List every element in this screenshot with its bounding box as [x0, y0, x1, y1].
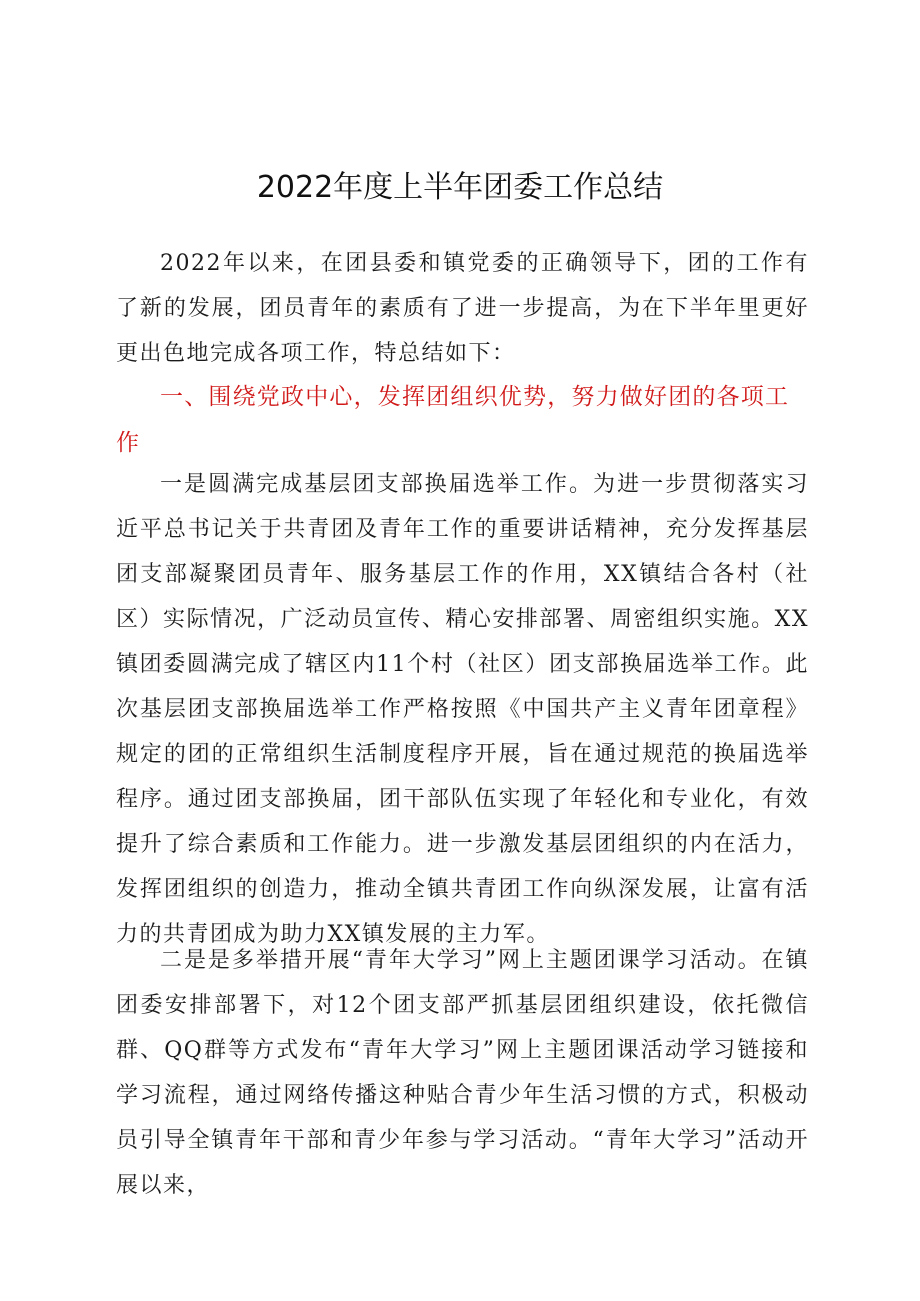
paragraph-election: 一是圆满完成基层团支部换届选举工作。为进一步贯彻落实习近平总书记关于共青团及青年工作的重要讲话精神，充分发挥基层团支部凝聚团员青年、服务基层工作的作用，XX镇结合各村（社区）实际情况，广泛动员宣传、精心安排部署、周密组织实施。XX镇团委圆满完成了辖区内11个村（社区）团支部换届选举工作。此次基层团支部换届选举工作严格按照《中国共产主义青年团章程》规定的团的正常组织生活制度程序开展，旨在通过规范的换届选举程序。通过团支部换届，团干部队伍实现了年轻化和专业化，有效提升了综合素质和工作能力。进一步激发基层团组织的内在活力，发挥团组织的创造力，推动全镇共青团工作向纵深发展，让富有活力的共青团成为助力XX镇发展的主力军。 [116, 472, 809, 947]
intro-paragraph: 2022年以来，在团县委和镇党委的正确领导下，团的工作有了新的发展，团员青年的素质有了进一步提高，为在下半年里更好更出色地完成各项工作，特总结如下： [116, 251, 809, 366]
document-title: 2022年度上半年团委工作总结 [256, 170, 664, 205]
paragraph-youth-study: 二是是多举措开展“青年大学习”网上主题团课学习活动。在镇团委安排部署下，对12个团支部严抓基层团组织建设，依托微信群、QQ群等方式发布“青年大学习”网上主题团课活动学习链接和学习流程，通过网络传播这种贴合青少年生活习惯的方式，积极动员引导全镇青年干部和青少年参与学习活动。“青年大学习”活动开展以来， [116, 948, 809, 1198]
section-heading: 一、围绕党政中心，发挥团组织优势，努力做好团的各项工作 [116, 384, 790, 456]
